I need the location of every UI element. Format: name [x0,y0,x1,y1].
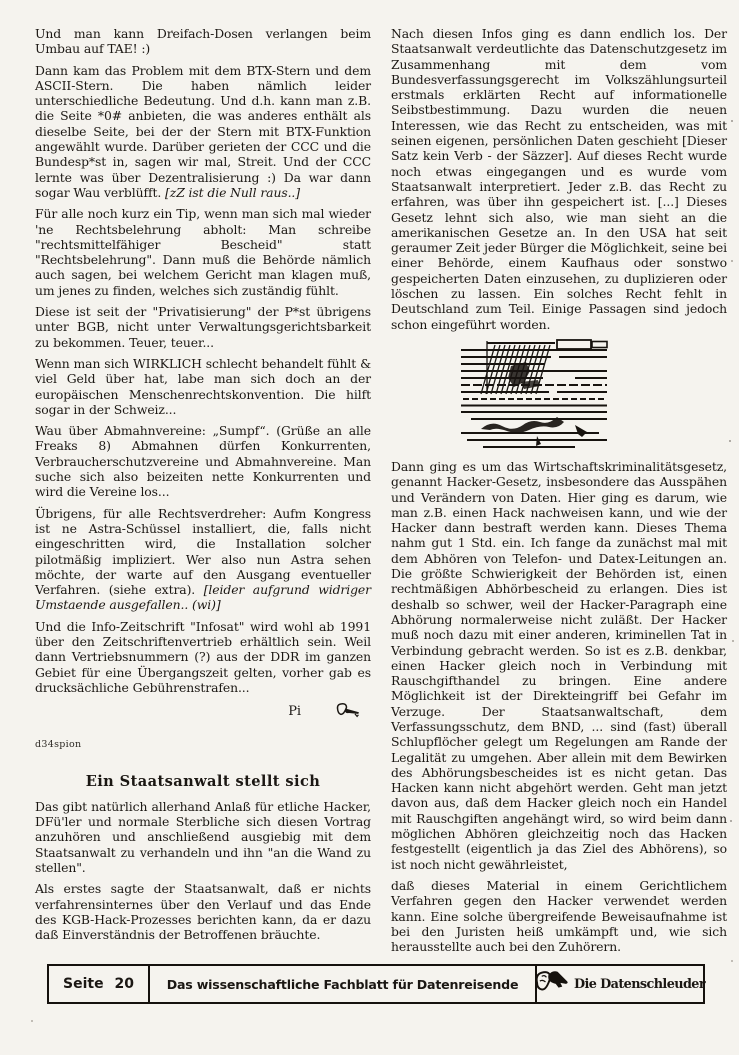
page-number: Seite 20 [63,976,134,992]
paragraph [391,26,727,332]
paragraph-text: Wenn man sich WIRKLICH schlecht behandelt fühlt & viel Geld über hat, labe man sich doch an der europäischen Menschenrechtskonvention. Die hilft sogar in der Schweiz... [35,355,371,417]
right-column [391,26,727,960]
paragraph-text: Dann ging es um das Wirtschaftskriminalitätsgesetz, genannt Hacker-Gesetz, insbesondere das Ausspähen und Verändern von Daten. Hier ging es darum, wie man z.B. einen Hack nachweisen kann, und wie der Hacker dann bestraft werden kann. Dieses Thema nahm gut 1 Std. ein. Ich fange da zunächst mal mit dem Abhören von Telefon- und Datex-Leitungen an. Die größte Schwierigkeit der Behörden ist, einen rechtmäßigen Abhörbescheid zu erlangen. Dies ist deshalb so schwer, weil der Hacker-Paragraph eine Abhörung normalerweise nicht zuläßt. Der Hacker muß noch dazu mit einer anderen, kriminellen Tat in Verbindung gebracht werden. So ist es z.B. denkbar, einen Hacker gleich noch in Verbindung mit Rauschgifthandel zu bringen. Eine andere Möglichkeit ist der Direkteingriff bei Gefahr im Verzuge. Der Staatsanwaltschaft, dem Verfassungsschutz, dem BND, ... sind (fast) überall Schlupflöcher gelegt um Regelungen am Rande der Legalität zu umgehen. Aber allein mit dem Bewirken des Abhörungsbescheides ist es nicht getan. Das Hacken kann nicht abgehört werden. Geht man jetzt davon aus, daß dem Hacker gleich noch ein Handel mit Rauschgiften angehängt wird, so wird beim dann möglichen Abhören gleichzeitig noch das Hacken festgestellt (eigentlich ja das Ziel des Abhörens), so ist noch nicht gewährleistet, [391,458,727,872]
scan-noise-specks [731,120,733,122]
paragraph-text: Als erstes sagte der Staatsanwalt, daß er nichts verfahrensinternes über den Verlauf und das Ende des KGB-Hack-Prozesses berichten kann, da er dazu daß Einverständnis der Betroffenen bräuchte. [35,881,371,943]
paragraph-text: Wau über Abmahnvereine: „Sumpf“. (Grüße an alle Freaks 8) Abmahnen dürfen Konkurrenten, Verbraucherschutzvereine und Abmahnvereine. Man suche sich also beizeiten nette Konkurrenten und wird die Vereine los... [35,423,371,500]
noisy-scan-graphic [459,338,609,450]
paragraph [35,26,371,57]
article-file-tag: d34spion [35,739,82,751]
paragraph [35,206,371,298]
paragraph [35,63,371,201]
pointing-hand-icon [335,701,361,721]
pointing-hand-icon [533,968,571,1000]
footer-bar [47,964,705,1004]
paragraph-text: Nach diesen Infos ging es dann endlich los. Der Staatsanwalt verdeutlichte das Datenschutzgesetz im Zusammenhang mit dem vom Bundesverfassungsgerecht im Volkszählungsurteil erstmals erklärten Recht auf informationelle Seibstbestimmung. Dazu wurden die neuen Interessen, wie das Recht zu entscheiden, was mit seinen eigenen, persönlichen Daten geschieht [Dieser Satz kein Verb - der Säzzer]. Auf dieses Recht wurde noch etwas eingegangen und es wurde vom Staatsanwalt interpretiert. Jeder z.B. das Recht zu erfahren, was über ihn gespeichert ist. [...] Dieses Gesetz lehnt sich also, wie man sieht an die amerikanischen Gesetze an. In den USA hat seit geraumer Zeit jeder Bürger die Möglichkeit, seine bei einer Behörde, einem Kaufhaus oder sonstwo gespeicherten Daten einzusehen, zu duplizieren oder löschen zu lassen. Ein solches Recht fehlt in Deutschland zum Teil. Einige Passagen sind jedoch schon eingeführt worden. [391,26,727,332]
footer-title-cell [150,966,535,1002]
paragraph [35,356,371,417]
paragraph [35,881,371,942]
magazine-name: Die Datenschleuder [574,976,705,992]
paragraph [35,506,371,613]
paragraph-text: Und man kann Dreifach-Dosen verlangen beim Umbau auf TAE! :) [35,26,371,57]
page-number-cell [49,966,150,1002]
inline-italic-note: [zZ ist die Null raus..] [165,184,300,200]
article-heading: Ein Staatsanwalt stellt sich [85,773,321,791]
paragraph [35,423,371,499]
paragraph [35,304,371,350]
paragraph-text: daß dieses Material in einem Gerichtlichem Verfahren gegen den Hacker verwendet werden kann. Eine solche übergreifende Beweisaufnahme ist bei den Juristen heiß umkämpft und, wie sich herausstellte auch bei den Zuhörern. [391,877,727,955]
inline-italic-note: [leider aufgrund widriger Umstaende ausgefallen.. (wi)] [35,582,371,613]
author-initials: Pi [288,703,301,719]
magazine-subtitle: Das wissenschaftliche Fachblatt für Datenreisende [166,976,519,992]
left-column [35,26,371,948]
paragraph [35,799,371,875]
paragraph-text: Übrigens, für alle Rechtsverdreher: Aufm Kongress ist ne Astra-Schüssel installiert, die, falls nicht eingeschritten wird, die Installation solcher pilotmäßig impliziert. Wer also nun Astra sehen möchte, der warte auf den Ausgang eventueller Verfahren. (siehe extra). [35,505,371,598]
paragraph-text: Diese ist seit der "Privatisierung" der P*st übrigens unter BGB, nicht unter Verwaltungsgerichtsbarkeit zu bekommen. Teuer, teuer... [35,304,371,350]
paragraph-text: Das gibt natürlich allerhand Anlaß für etliche Hacker, DFü'ler und normale Sterbliche sich diesen Vortrag anzuhören und anschließend ausgiebig mit dem Staatsanwalt zu verhandeln und ihn "an die Wand zu stellen". [35,798,371,875]
paragraph [35,619,371,695]
paragraph-text: Für alle noch kurz ein Tip, wenn man sich mal wieder 'ne Rechtsbelehrung abholt: Man schreibe "rechtsmittelfähiger Bescheid" statt "Rechtsbelehrung". Dann muß die Behörde nämlich auch sagen, bei welchem Gericht man klagen muß, um jenes zu finden, welches sich zuständig fühlt. [35,206,371,298]
magazine-logo [535,966,703,1002]
paragraph-text: Dann kam das Problem mit dem BTX-Stern und dem ASCII-Stern. Die haben nämlich leider unterschiedliche Bedeutung. Und d.h. kann man z.B. die Seite *0# anbieten, die was anderes enthält als dieselbe Seite, bei der der Stern mit BTX-Funktion angewählt wurde. Darüber gerieten der CCC und die Bundesp*st in, sagen wir mal, Streit. Und der CCC lernte was über Dezentralisierung :) Da war dann sogar Wau verblüfft. [35,62,371,200]
paragraph-text: Und die Info-Zeitschrift "Infosat" wird wohl ab 1991 über den Zeitschriftenvertrieb erhältlich sein. Weil dann Vertriebsnummern (?) aus der DDR im ganzen Gebiet für eine Übergangszeit gelten, vorher gab es drucksächliche Gebührenstrafen... [35,618,371,695]
paragraph [391,459,727,872]
author-signature [35,701,371,721]
paragraph [391,878,727,954]
